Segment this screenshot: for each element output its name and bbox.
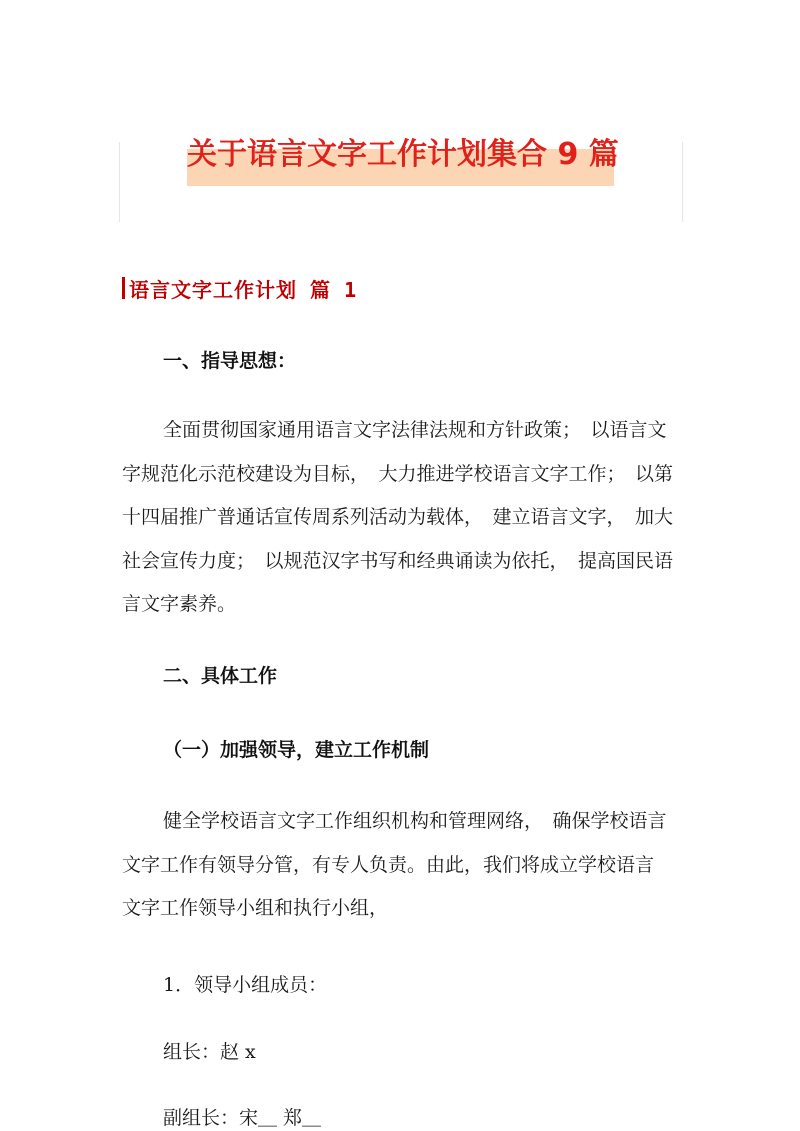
paragraph-line: 社会宣传力度； 以规范汉字书写和经典诵读为依托， 提高国民语 [122,549,674,572]
paragraph-line: 文字工作有领导分管，有专人负责。由此，我们将成立学校语言 [122,853,655,876]
paragraph-line: 文字工作领导小组和执行小组， [122,897,389,919]
section-marker [122,277,125,299]
section-label: 语言文字工作计划 篇 1 [129,277,358,302]
section-header [122,273,357,303]
paragraph-line: 字规范化示范校建设为目标， 大力推进学校语言文字工作； 以第 [122,462,674,485]
heading-specific-work: 二、具体工作 [163,665,278,687]
paragraph-guiding-ideology [122,409,682,627]
document-title: 关于语言文字工作计划集合 9 篇 [187,137,619,172]
leader-line: 组长：赵 x [163,1041,256,1063]
deputy-leader-line: 副组长：宋＿ 郑＿ [163,1107,322,1129]
heading-leadership: （一）加强领导，建立工作机制 [163,739,430,761]
list-item-leadership-members: 1．领导小组成员： [163,974,328,996]
paragraph-line: 健全学校语言文字工作组织机构和管理网络， 确保学校语言 [163,810,667,832]
heading-guiding-ideology: 一、指导思想： [163,350,297,372]
paragraph-line: 言文字素养。 [122,593,237,615]
title-bar [187,133,619,186]
paragraph-line: 全面贯彻国家通用语言文字法律法规和方针政策； 以语言文 [163,419,667,441]
paragraph-leadership [122,800,682,931]
paragraph-line: 十四届推广普通话宣传周系列活动为载体， 建立语言文字， 加大 [122,506,674,528]
